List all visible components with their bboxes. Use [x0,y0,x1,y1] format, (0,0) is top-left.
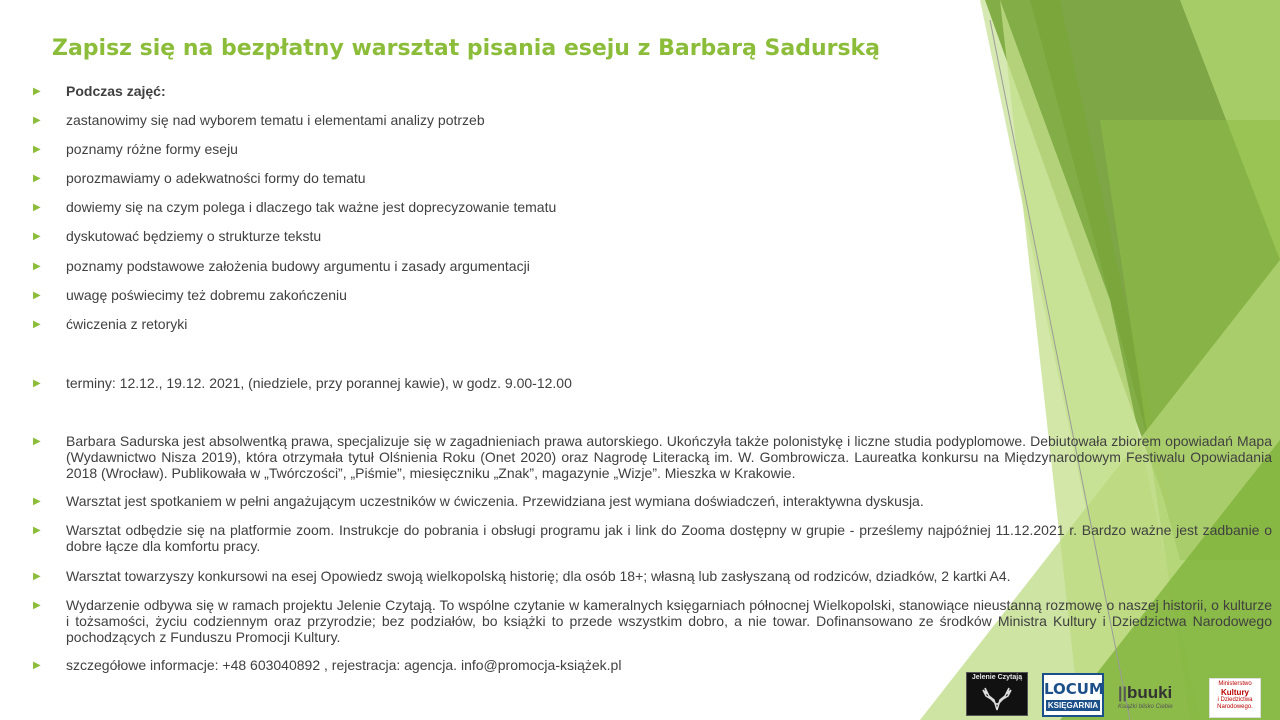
bullet-icon: ▶ [33,261,41,272]
list-item-contact: szczegółowe informacje: +48 603040892 , rejestracja: agencja. info@promocja-książek.pl [66,657,622,673]
deer-icon [977,682,1017,712]
list-item-contest: Warsztat towarzyszy konkursowi na esej Opowiedz swoją wielkopolską historię; dla osób 18+; własną lub zasłyszaną od rodziców, dziadków, 2 kartki A4. [66,568,1011,584]
bullet-icon: ▶ [33,231,41,242]
bullet-icon: ▶ [33,525,41,536]
ministerstwo-line-2: Kultury [1221,688,1249,697]
locum-ksiegarnia-logo [1042,673,1104,717]
buuki-logo [1118,684,1190,716]
list-item: zastanowimy się nad wyborem tematu i elementami analizy potrzeb [66,112,485,128]
locum-logo-text: LOCUM [1044,680,1104,698]
bullet-icon: ▶ [33,173,41,184]
ministerstwo-kultury-logo [1209,678,1261,718]
bullet-icon: ▶ [33,202,41,213]
list-item: poznamy podstawowe założenia budowy argumentu i zasady argumentacji [66,258,530,274]
list-item: ćwiczenia z retoryki [66,316,188,332]
list-item: dowiemy się na czym polega i dlaczego tak ważne jest doprecyzowanie tematu [66,199,557,215]
list-item-bio: Barbara Sadurska jest absolwentką prawa, specjalizuje się w zagadnieniach prawa autorskiego. Ukończyła także polonistykę i liczne studia podyplomowe. Debiutowała zbiorem opowiadań Mapa (Wydawnictwo Nisza 2019), która otrzymała tytuł Olśnienia Roku (Onet 2020) oraz Nagrodę Literacką im. W. Gombrowicza. Laureatka konkursu na Międzynarodowym Festiwalu Opowiadania 2018 (Wrocław). Publikowała w „Twórczości”, „Piśmie”, miesięczniku „Znak”, magazynie „Wizje”. Mieszka w Krakowie. [66,433,1272,481]
ministerstwo-line-4: Narodowego. [1217,704,1253,710]
bullet-icon: ▶ [33,436,41,447]
jelenie-logo-text: Jelenie Czytają [971,674,1023,681]
bullet-icon: ▶ [33,319,41,330]
list-item-heading: Podczas zajęć: [66,83,166,99]
ministerstwo-line-1: Ministerstwo [1218,681,1252,687]
buuki-logo-text: buuki [1126,683,1173,702]
jelenie-czytaja-logo [966,672,1028,716]
bullet-icon: ▶ [33,378,41,389]
list-item: poznamy różne formy eseju [66,141,238,157]
bullet-icon: ▶ [33,144,41,155]
bullet-icon: ▶ [33,290,41,301]
buuki-bars-icon: || [1118,685,1127,702]
bullet-icon: ▶ [33,660,41,671]
list-item: dyskutować będziemy o strukturze tekstu [66,228,322,244]
list-item-zoom: Warsztat odbędzie się na platformie zoom. Instrukcje do pobrania i obsługi programu jak i link do Zooma dostępny w grupie - prześlemy najpóźniej 11.12.2021 r. Bardzo ważne jest zadbanie o dobre łącze dla komfortu pracy. [66,522,1272,554]
ministerstwo-line-3: i Dziedzictwa [1217,697,1253,703]
bullet-icon: ▶ [33,600,41,611]
bullet-icon: ▶ [33,571,41,582]
list-item: porozmawiamy o adekwatności formy do tematu [66,170,366,186]
list-item: Warsztat jest spotkaniem w pełni angażującym uczestników w ćwiczenia. Przewidziana jest wymiana doświadczeń, interaktywna dyskusja. [66,493,924,509]
buuki-tagline: Książki blisko Ciebie [1118,704,1173,710]
bullet-icon: ▶ [33,86,41,97]
list-item: uwagę poświecimy też dobremu zakończeniu [66,287,347,303]
ksiegarnia-logo-text: KSIĘGARNIA [1047,701,1099,710]
list-item-dates: terminy: 12.12., 19.12. 2021, (niedziele, przy porannej kawie), w godz. 9.00-12.00 [66,375,572,391]
list-item-project: Wydarzenie odbywa się w ramach projektu Jelenie Czytają. To wspólne czytanie w kameralnych księgarniach północnej Wielkopolski, stanowiące nieustanną rozmowę o naszej historii, o kulturze i tożsamości, życiu codziennym oraz przyrodzie; bez podziałów, bo książki to przede wszystkim dobro, a nie towar. Dofinansowano ze środków Ministra Kultury i Dziedzictwa Narodowego pochodzących z Funduszu Promocji Kultury. [66,597,1272,645]
bullet-icon: ▶ [33,496,41,507]
page-title: Zapisz się na bezpłatny warsztat pisania eseju z Barbarą Sadurską [52,36,881,61]
bullet-icon: ▶ [33,115,41,126]
